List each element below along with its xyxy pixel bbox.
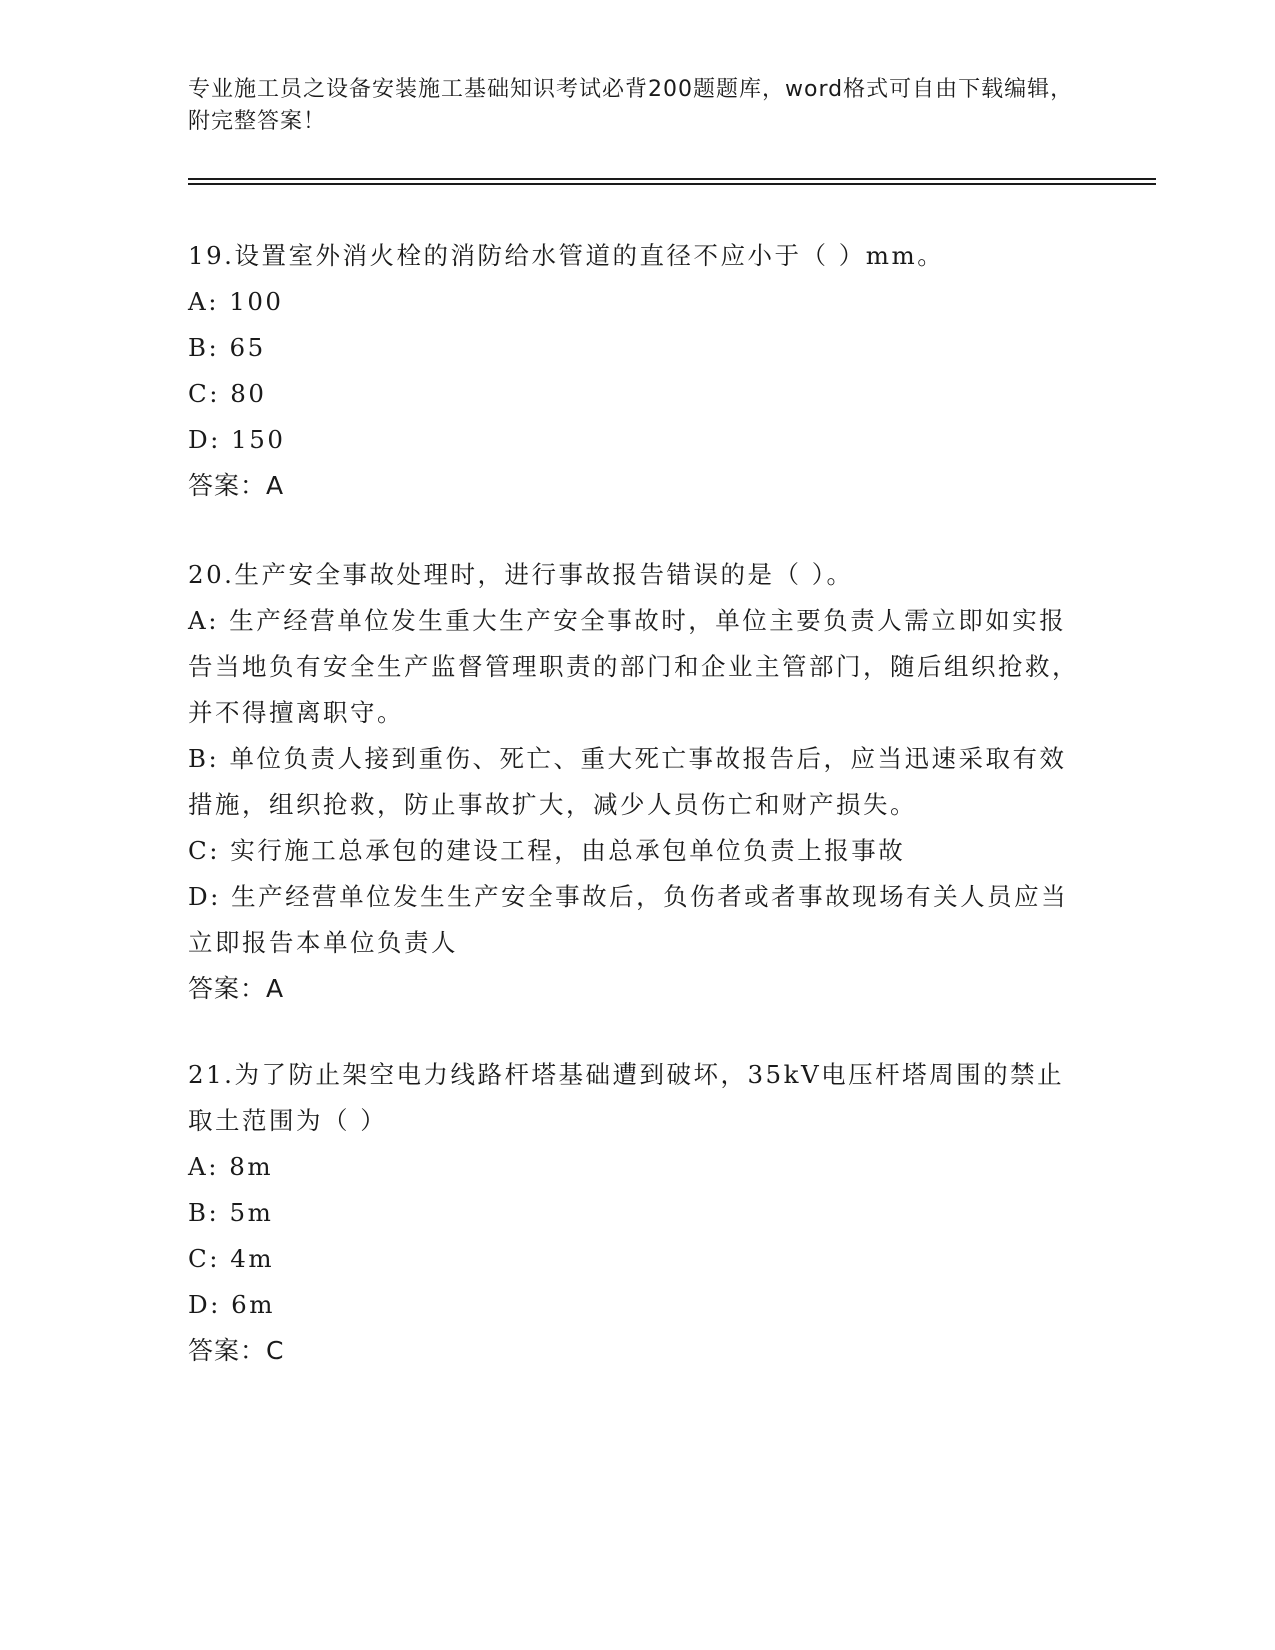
- option-d: D: 150: [188, 425, 286, 454]
- option-a: A: 8m: [188, 1152, 274, 1181]
- option-a: A: 100: [188, 287, 284, 316]
- option-b: B: 5m: [188, 1198, 274, 1227]
- answer-label: 答案：A: [188, 974, 285, 1003]
- option-c: C: 80: [188, 379, 267, 408]
- question-stem: 21.为了防止架空电力线路杆塔基础遭到破坏，35kV电压杆塔周围的禁止取土范围为（ ）: [188, 1060, 1065, 1135]
- question-21: [188, 1052, 1088, 1374]
- answer-label: 答案：C: [188, 1336, 285, 1365]
- header-divider-top: [188, 178, 1156, 180]
- option-b: B: 65: [188, 333, 266, 362]
- answer-label: 答案：A: [188, 471, 285, 500]
- question-stem: 20.生产安全事故处理时，进行事故报告错误的是（ ）。: [188, 560, 854, 589]
- option-a: A: 生产经营单位发生重大生产安全事故时，单位主要负责人需立即如实报告当地负有安全生产监督管理职责的部门和企业主管部门，随后组织抢救，并不得擅离职守。: [188, 606, 1079, 727]
- option-c: C: 4m: [188, 1244, 275, 1273]
- option-d: D: 生产经营单位发生生产安全事故后，负伤者或者事故现场有关人员应当立即报告本单位负责人: [188, 882, 1069, 957]
- question-19: [188, 233, 1088, 509]
- question-20: [188, 552, 1088, 1012]
- question-stem: 19.设置室外消火栓的消防给水管道的直径不应小于（ ）mm。: [188, 241, 945, 270]
- document-header: 专业施工员之设备安装施工基础知识考试必背200题题库，word格式可自由下载编辑，附完整答案！: [188, 77, 1074, 134]
- option-d: D: 6m: [188, 1290, 276, 1319]
- option-b: B: 单位负责人接到重伤、死亡、重大死亡事故报告后，应当迅速采取有效措施，组织抢救，防止事故扩大，减少人员伤亡和财产损失。: [188, 744, 1067, 819]
- option-c: C: 实行施工总承包的建设工程，由总承包单位负责上报事故: [188, 836, 906, 865]
- header-divider-bottom: [188, 183, 1156, 185]
